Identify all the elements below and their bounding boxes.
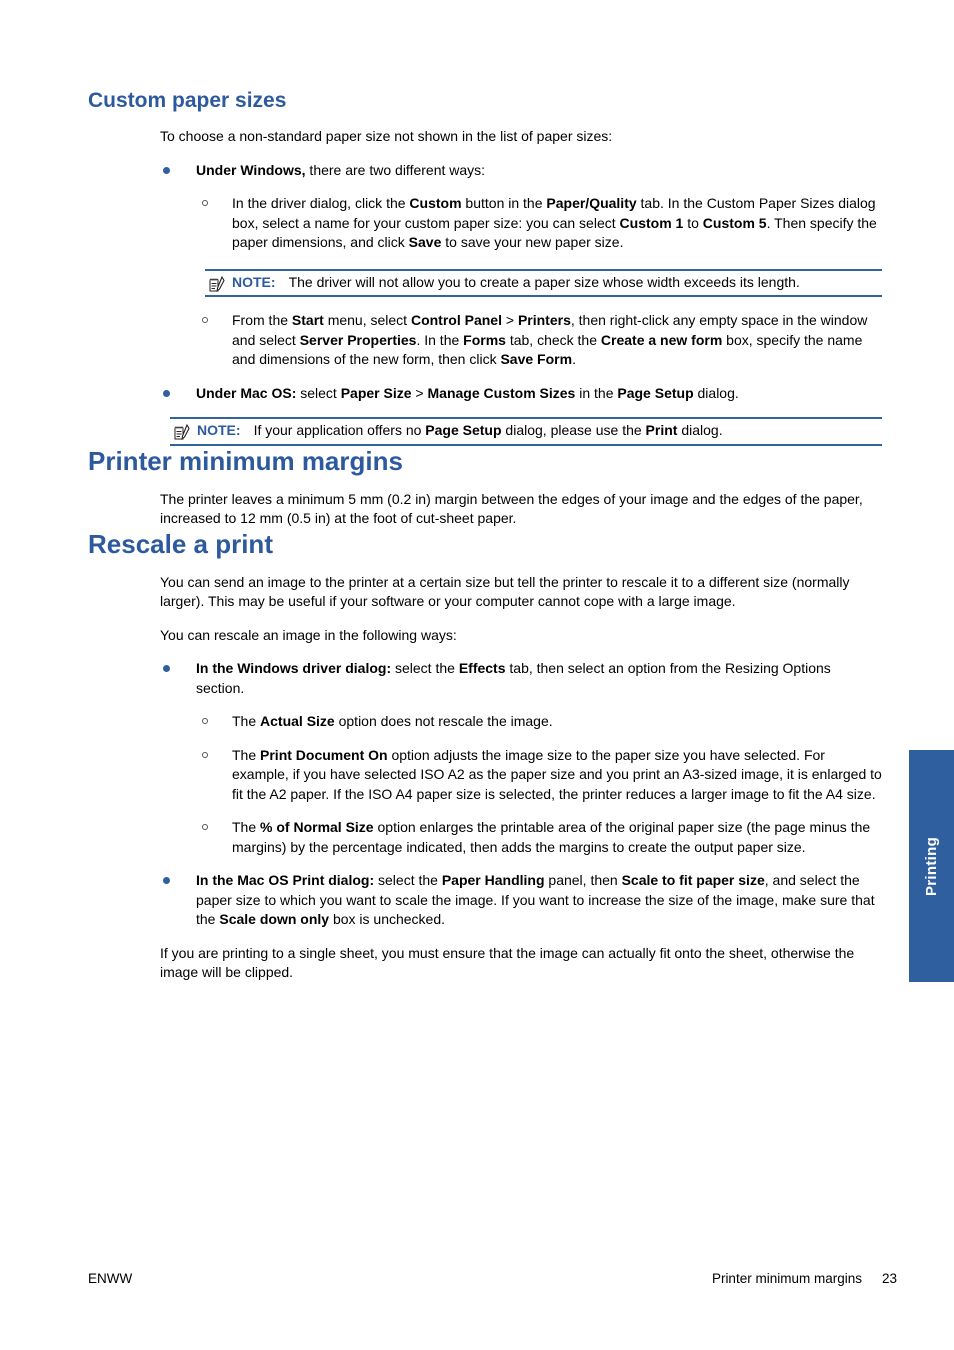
footer-page-number: 23 — [881, 1271, 897, 1286]
list-item-text: In the driver dialog, click the Custom button in the Paper/Quality tab. In the Custom Paper Sizes dialog box, select a name for your custom paper size: you can select Custom 1 to Custom 5. Then specify the paper dimensions, and click Save to save your new paper size. — [232, 195, 877, 250]
paragraph-margins: The printer leaves a minimum 5 mm (0.2 in) margin between the edges of your image and the edges of the paper, increased to 12 mm (0.5 in) at the foot of cut-sheet paper. — [160, 490, 863, 526]
heading-custom-paper-sizes: Custom paper sizes — [88, 89, 287, 112]
note-icon — [173, 424, 190, 441]
footer-section-title: Printer minimum margins — [711, 1271, 862, 1286]
circle-bullet-icon — [202, 752, 208, 758]
circle-bullet-icon — [202, 317, 208, 323]
list-item-start-menu — [160, 311, 882, 370]
rescale-a-print-body — [160, 573, 882, 983]
list-item-mac-os-print-dialog — [160, 871, 882, 930]
list-item-windows-driver-dialog — [160, 659, 882, 698]
note-label: NOTE: — [197, 422, 241, 438]
printer-minimum-margins-body — [160, 490, 882, 529]
note-box-page-setup — [170, 417, 882, 446]
heading-printer-minimum-margins: Printer minimum margins — [88, 445, 403, 476]
paragraph-intro: To choose a non-standard paper size not shown in the list of paper sizes: — [160, 128, 613, 144]
list-item-under-mac-os — [160, 384, 882, 404]
paragraph-rescale-closing: If you are printing to a single sheet, you must ensure that the image can actually fit onto the sheet, otherwise the image will be clipped. — [160, 944, 855, 980]
note-box-driver — [205, 269, 882, 298]
list-item-percent-of-normal-size — [160, 818, 882, 857]
bullet-icon — [163, 665, 170, 672]
page-content — [88, 0, 897, 983]
list-item-driver-dialog — [160, 194, 882, 253]
printing-tab-label: Printing — [923, 836, 940, 896]
note-text: If your application offers no Page Setup dialog, please use the Print dialog. — [253, 422, 723, 438]
custom-paper-sizes-body — [160, 127, 882, 446]
list-item-text: Under Mac OS: select Paper Size > Manage Custom Sizes in the Page Setup dialog. — [196, 384, 739, 401]
bullet-icon — [163, 167, 170, 174]
paragraph-rescale-intro2: You can rescale an image in the following ways: — [160, 626, 457, 643]
circle-bullet-icon — [202, 718, 208, 724]
circle-bullet-icon — [202, 200, 208, 206]
list-item-text: The Actual Size option does not rescale the image. — [232, 713, 553, 729]
note-icon — [208, 276, 225, 293]
circle-bullet-icon — [202, 824, 208, 830]
list-item-text: The Print Document On option adjusts the image size to the paper size you have selected. For example, if you have selected ISO A2 as the paper size and you print an A3-sized image, it is enlarged to fit the A2 paper. If the ISO A4 paper size is selected, the printer reduces a larger image to fit the A4 size. — [232, 746, 882, 802]
list-item-print-document-on — [160, 746, 882, 805]
list-item-text: The % of Normal Size option enlarges the printable area of the original paper size (the page minus the margins) by the percentage indicated, then adds the margins to create the output paper size. — [232, 819, 871, 855]
list-item-text: In the Mac OS Print dialog: select the Paper Handling panel, then Scale to fit paper size, and select the paper size to which you want to scale the image. If you want to increase the size of the image, make sure that the Scale down only box is unchecked. — [196, 872, 875, 927]
list-item-text: Under Windows, there are two different ways: — [196, 161, 486, 178]
bullet-icon — [163, 877, 170, 884]
heading-rescale-a-print: Rescale a print — [88, 528, 273, 559]
note-text: The driver will not allow you to create a paper size whose width exceeds its length. — [288, 273, 800, 290]
footer-right — [712, 1271, 897, 1286]
list-item-under-windows — [160, 161, 882, 181]
paragraph-rescale-intro1: You can send an image to the printer at a certain size but tell the printer to rescale it to a different size (normally larger). This may be useful if your software or your computer cannot cope with a large image. — [160, 573, 850, 609]
footer-enww: ENWW — [88, 1271, 133, 1286]
bullet-icon — [163, 390, 170, 397]
printing-side-tab — [909, 750, 954, 982]
note-label: NOTE: — [232, 273, 276, 290]
list-item-actual-size — [160, 712, 882, 732]
list-item-text: In the Windows driver dialog: select the Effects tab, then select an option from the Resizing Options section. — [196, 660, 831, 696]
list-item-text: From the Start menu, select Control Panel > Printers, then right-click any empty space in the window and select Server Properties. In the Forms tab, check the Create a new form box, specify the name and dimensions of the new form, then click Save Form. — [232, 312, 868, 367]
